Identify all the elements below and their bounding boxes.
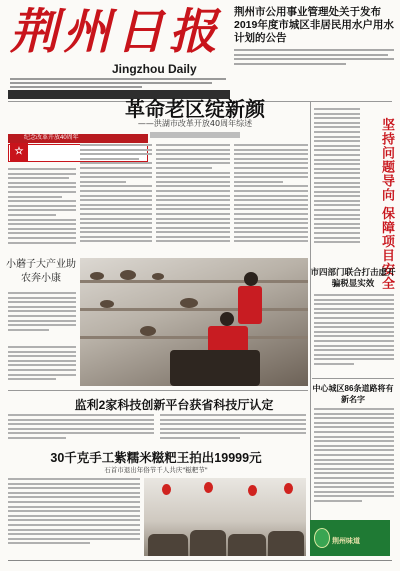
fraud-story-body [314, 294, 394, 378]
mushroom-story-body [8, 292, 76, 334]
advertisement[interactable] [310, 520, 390, 556]
notice-body [234, 49, 394, 65]
mid-rule [8, 390, 308, 391]
newspaper-english-name: Jingzhou Daily [112, 62, 197, 76]
lead-subheadline: ——洪湖市改革开放40周年综述 [137, 119, 253, 128]
lead-headline[interactable]: 革命老区绽新颜 [125, 99, 265, 121]
page-footer [8, 560, 392, 568]
auction-story-body [8, 478, 140, 556]
mushroom-story-headline[interactable]: 小蘑子大产业助农奔小康 [6, 259, 76, 284]
lead-byline [150, 132, 240, 138]
right-article-body [314, 108, 360, 256]
ad-text: 荆州味道 [332, 536, 360, 545]
auction-story-subheadline: 石首市退出年俗节千人共庆"糍粑节" [104, 466, 208, 474]
newspaper-logo: 荆州日报 [10, 4, 223, 60]
lead-article-col-3 [234, 144, 308, 254]
road-names-body [314, 408, 394, 516]
tech-story-col-1 [8, 414, 154, 444]
ad-logo-icon [314, 528, 330, 548]
mushroom-farm-photo [80, 258, 308, 386]
auction-story-headline[interactable]: 30千克手工紫糯米糍粑王拍出19999元 [50, 451, 262, 465]
tech-platform-headline[interactable]: 监利2家科技创新平台获省科技厅认定 [74, 398, 274, 412]
tech-story-col-2 [160, 414, 306, 444]
banner-badge-icon: ☆ [10, 143, 28, 161]
left-article-body [8, 168, 76, 254]
masthead [8, 4, 230, 94]
right-column-rule [310, 101, 311, 556]
road-names-headline[interactable]: 中心城区86条道路将有新名字 [312, 384, 394, 404]
right-divider [312, 378, 394, 379]
banner-top-text: 纪念改革开放40周年 [8, 134, 148, 143]
lead-article-col-2 [156, 144, 230, 254]
fraud-story-headline[interactable]: 市四部门联合打击虚开骗税显实效 [310, 267, 396, 288]
notice-title[interactable]: 荆州市公用事业管理处关于发布2019年度市城区非居民用水户用水计划的公告 [234, 6, 394, 44]
masthead-info-lines [10, 76, 230, 88]
festival-photo [144, 478, 306, 556]
right-vertical-headline[interactable]: 坚持问题导向 保障项目安全 [380, 118, 395, 291]
mushroom-story-body-2 [8, 346, 76, 386]
notice[interactable] [234, 6, 394, 65]
lead-article-col-1 [80, 144, 152, 254]
